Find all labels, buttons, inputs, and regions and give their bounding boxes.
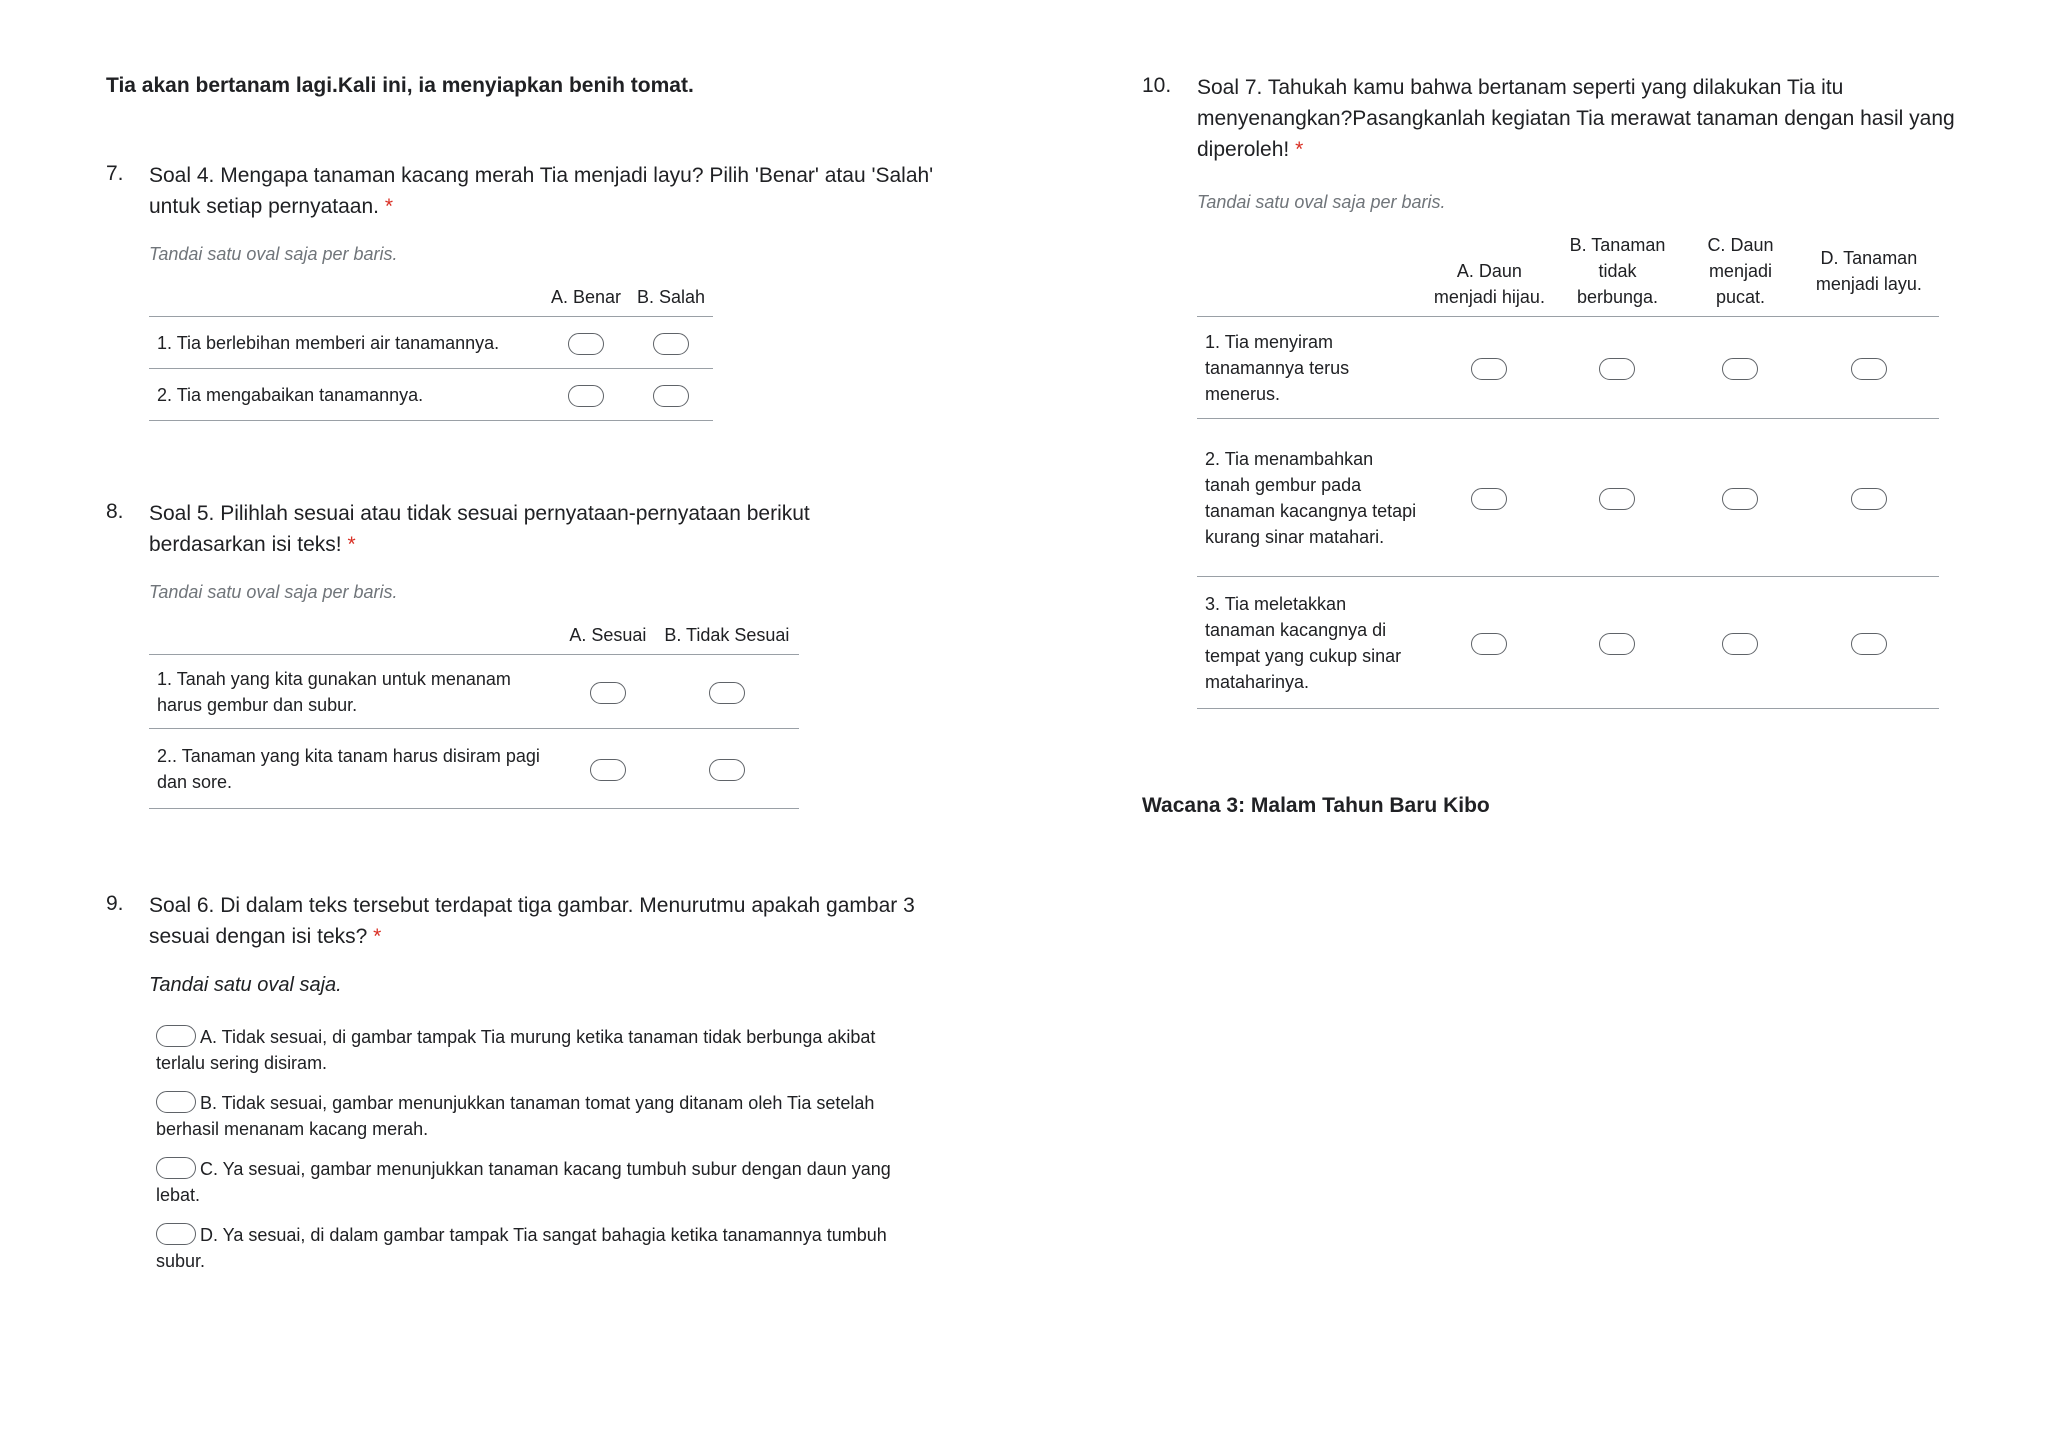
grid-row	[149, 317, 713, 369]
grid-column-header: A. Daun menjadi hijau.	[1433, 261, 1545, 307]
grid-row-label: 2.. Tanaman yang kita tanam harus disiram pagi dan sore.	[149, 729, 561, 809]
required-marker: *	[1295, 138, 1304, 161]
required-marker: *	[384, 195, 394, 218]
grid-row-label: 3. Tia meletakkan tanaman kacangnya di tempat yang cukup sinar mataharinya.	[1197, 577, 1426, 709]
question-9-text: Soal 6. Di dalam teks tersebut terdapat tiga gambar. Menurutmu apakah gambar 3 sesuai dengan isi teks? *	[149, 894, 915, 948]
option-c[interactable]: C. Ya sesuai, gambar menunjukkan tanaman kacang tumbuh subur dengan daun yang lebat.	[156, 1159, 891, 1205]
grid-row-label: 2. Tia mengabaikan tanamannya.	[149, 369, 543, 421]
grid-column-header: B. Salah	[637, 287, 706, 307]
grid-column-header: D. Tanaman menjadi layu.	[1815, 248, 1922, 294]
radio-oval[interactable]	[1599, 358, 1635, 380]
question-7-hint: Tandai satu oval saja per baris.	[149, 244, 398, 264]
grid-row	[149, 729, 799, 809]
radio-oval[interactable]	[1722, 488, 1758, 510]
grid-column-header: B. Tidak Sesuai	[664, 625, 790, 645]
grid-column-header: A. Benar	[551, 287, 622, 307]
grid-row	[149, 369, 713, 421]
question-10-grid	[1197, 232, 1939, 709]
radio-oval[interactable]	[156, 1025, 196, 1047]
question-7-number: 7.	[106, 162, 124, 185]
radio-oval[interactable]	[1851, 488, 1887, 510]
radio-oval[interactable]	[1599, 488, 1635, 510]
question-8-grid	[149, 622, 799, 809]
radio-oval[interactable]	[156, 1157, 196, 1179]
radio-oval[interactable]	[590, 759, 626, 781]
question-10-text: Soal 7. Tahukah kamu bahwa bertanam seperti yang dilakukan Tia itu menyenangkan?Pasangkanlah kegiatan Tia merawat tanaman dengan hasil yang diperoleh! *	[1197, 76, 1955, 161]
option-b[interactable]: B. Tidak sesuai, gambar menunjukkan tanaman tomat yang ditanam oleh Tia setelah berhasil menanam kacang merah.	[156, 1093, 875, 1139]
radio-oval[interactable]	[1722, 358, 1758, 380]
radio-oval[interactable]	[1471, 358, 1507, 380]
question-10-hint: Tandai satu oval saja per baris.	[1197, 192, 1446, 212]
question-7-text: Soal 4. Mengapa tanaman kacang merah Tia menjadi layu? Pilih 'Benar' atau 'Salah' untuk setiap pernyataan. *	[149, 164, 934, 218]
question-8-text: Soal 5. Pilihlah sesuai atau tidak sesuai pernyataan-pernyataan berikut berdasarkan isi teks! *	[149, 502, 810, 556]
grid-row-label: 1. Tia berlebihan memberi air tanamannya.	[149, 317, 543, 369]
radio-oval[interactable]	[1722, 633, 1758, 655]
required-marker: *	[373, 925, 382, 948]
radio-oval[interactable]	[1851, 633, 1887, 655]
grid-column-header: B. Tanaman tidak berbunga.	[1569, 235, 1666, 307]
grid-row	[1197, 419, 1939, 577]
grid-row	[1197, 317, 1939, 419]
option-a[interactable]: A. Tidak sesuai, di gambar tampak Tia murung ketika tanaman tidak berbunga akibat terlalu sering disiram.	[156, 1027, 876, 1073]
radio-oval[interactable]	[653, 385, 689, 407]
radio-oval[interactable]	[1471, 633, 1507, 655]
radio-oval[interactable]	[568, 333, 604, 355]
radio-oval[interactable]	[1851, 358, 1887, 380]
section-title: Wacana 3: Malam Tahun Baru Kibo	[1142, 794, 1490, 817]
grid-row	[149, 655, 799, 729]
radio-oval[interactable]	[709, 759, 745, 781]
question-8-number: 8.	[106, 500, 124, 523]
grid-column-header: A. Sesuai	[569, 625, 647, 645]
radio-oval[interactable]	[1471, 488, 1507, 510]
question-8-hint: Tandai satu oval saja per baris.	[149, 582, 398, 602]
radio-oval[interactable]	[653, 333, 689, 355]
required-marker: *	[347, 533, 356, 556]
radio-oval[interactable]	[156, 1223, 196, 1245]
radio-oval[interactable]	[1599, 633, 1635, 655]
grid-row-label: 1. Tia menyiram tanamannya terus menerus.	[1197, 317, 1426, 419]
grid-row-label: 1. Tanah yang kita gunakan untuk menanam harus gembur dan subur.	[149, 655, 561, 729]
question-9-number: 9.	[106, 892, 124, 915]
radio-oval[interactable]	[568, 385, 604, 407]
question-9-hint: Tandai satu oval saja.	[149, 974, 342, 996]
grid-row-label: 2. Tia menambahkan tanah gembur pada tanaman kacangnya tetapi kurang sinar matahari.	[1197, 419, 1426, 577]
grid-row	[1197, 577, 1939, 709]
grid-column-header: C. Daun menjadi pucat.	[1707, 235, 1774, 307]
radio-oval[interactable]	[590, 682, 626, 704]
question-10-number: 10.	[1142, 74, 1172, 97]
question-7-grid	[149, 284, 713, 421]
radio-oval[interactable]	[156, 1091, 196, 1113]
option-d[interactable]: D. Ya sesuai, di dalam gambar tampak Tia sangat bahagia ketika tanamannya tumbuh subur.	[156, 1225, 887, 1271]
radio-oval[interactable]	[709, 682, 745, 704]
intro-text: Tia akan bertanam lagi.Kali ini, ia menyiapkan benih tomat.	[106, 74, 694, 97]
